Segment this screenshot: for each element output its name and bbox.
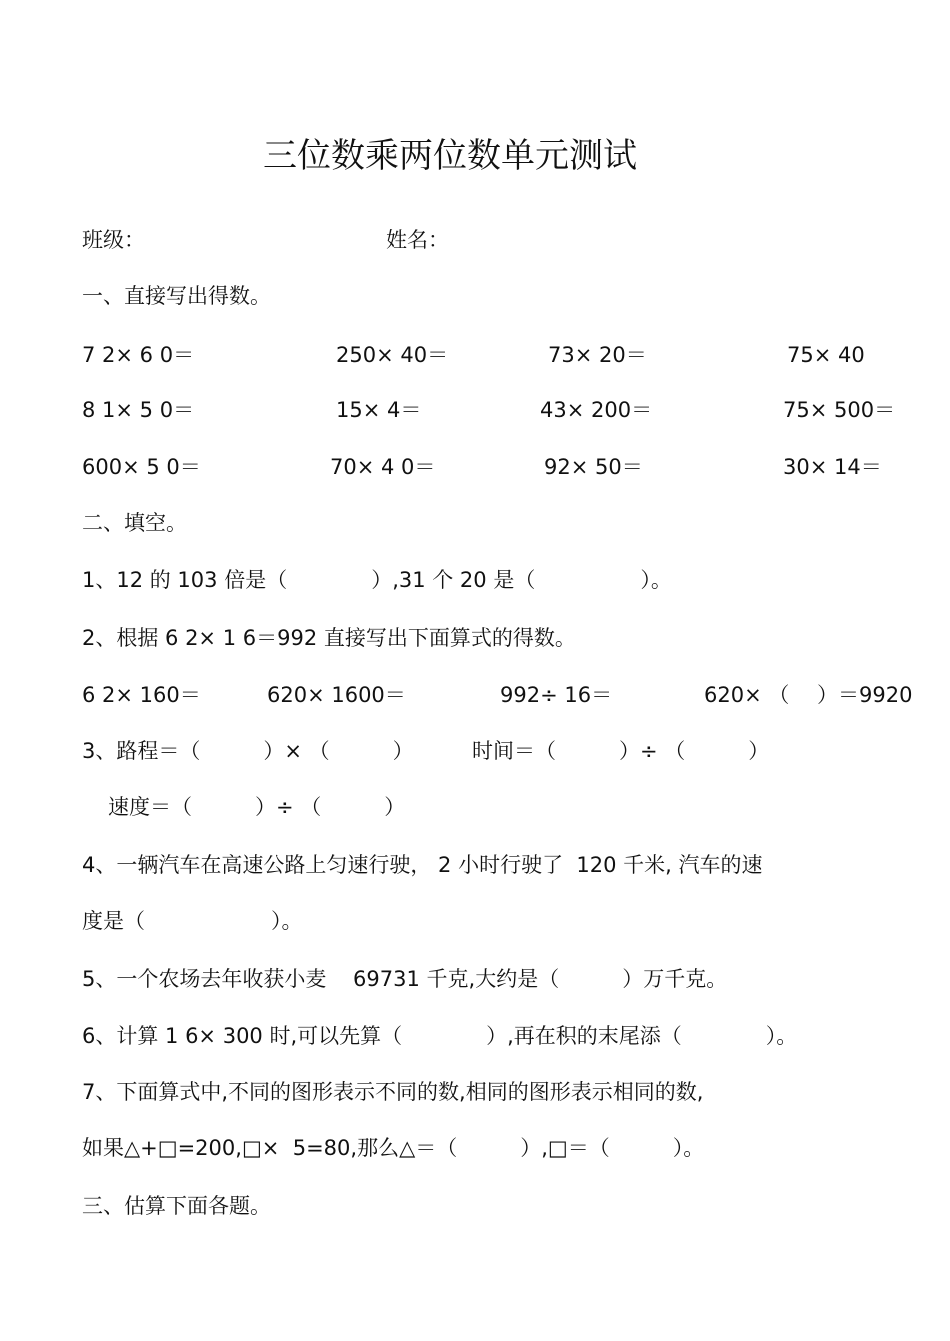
question-3-speed: 速度＝（ ）÷ （ ） — [108, 795, 406, 819]
calc-item: 250× 40＝ — [336, 343, 449, 367]
question-2: 2、根据 6 2× 1 6＝992 直接写出下面算式的得数。 — [82, 626, 576, 650]
calc-item: 620× 1600＝ — [267, 683, 406, 707]
question-7-line2: 如果△+□=200,□× 5=80,那么△＝（ ）,□＝（ ）。 — [82, 1136, 705, 1160]
calc-item: 6 2× 160＝ — [82, 683, 201, 707]
question-3-distance: 3、路程＝（ ）× （ ） — [82, 739, 414, 763]
calc-item: 30× 14＝ — [783, 455, 882, 479]
name-label: 姓名： — [386, 228, 449, 252]
class-label: 班级： — [82, 228, 145, 252]
section3-heading: 三、估算下面各题。 — [82, 1194, 271, 1218]
section2-heading: 二、填空。 — [82, 511, 187, 535]
question-7-line1: 7、下面算式中,不同的图形表示不同的数,相同的图形表示相同的数, — [82, 1080, 704, 1104]
question-4-line1: 4、一辆汽车在高速公路上匀速行驶， 2 小时行驶了 120 千米, 汽车的速 — [82, 853, 763, 877]
calc-item: 75× 40 — [787, 343, 865, 367]
question-1: 1、12 的 103 倍是（ ）,31 个 20 是（ ）。 — [82, 568, 672, 592]
calc-item: 92× 50＝ — [544, 455, 643, 479]
calc-item: 620× （ ）＝9920 — [704, 683, 913, 707]
question-6: 6、计算 1 6× 300 时,可以先算（ ）,再在积的末尾添（ ）。 — [82, 1024, 798, 1048]
page-title: 三位数乘两位数单元测试 — [263, 136, 637, 176]
calc-item: 8 1× 5 0＝ — [82, 398, 195, 422]
calc-item: 7 2× 6 0＝ — [82, 343, 195, 367]
calc-item: 70× 4 0＝ — [330, 455, 436, 479]
calc-item: 600× 5 0＝ — [82, 455, 201, 479]
question-5: 5、一个农场去年收获小麦 69731 千克,大约是（ ）万千克。 — [82, 967, 728, 991]
calc-item: 992÷ 16＝ — [500, 683, 613, 707]
question-3-time: 时间＝（ ）÷ （ ） — [472, 739, 770, 763]
calc-item: 15× 4＝ — [336, 398, 422, 422]
calc-item: 43× 200＝ — [540, 398, 653, 422]
section1-heading: 一、直接写出得数。 — [82, 284, 271, 308]
calc-item: 75× 500＝ — [783, 398, 896, 422]
question-4-line2: 度是（ ）。 — [82, 909, 303, 933]
calc-item: 73× 20＝ — [548, 343, 647, 367]
